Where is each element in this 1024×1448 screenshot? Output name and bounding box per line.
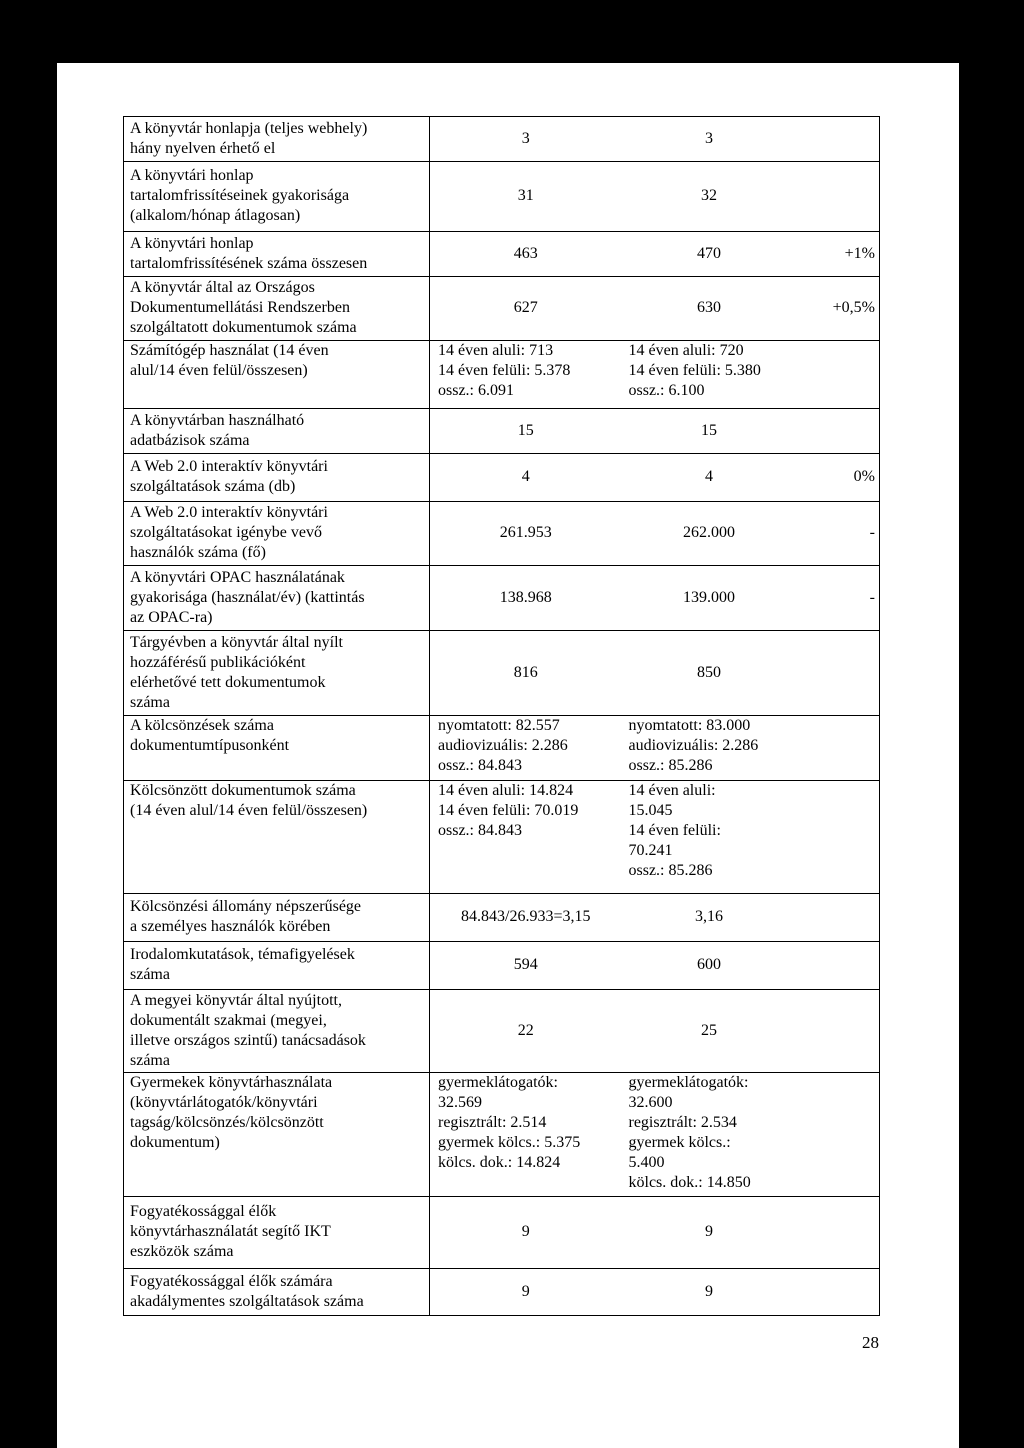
value-change <box>797 631 880 716</box>
table-row <box>124 502 880 566</box>
row-label <box>124 631 430 716</box>
row-label-text: Kölcsönzési állomány népszerűsége a személyes használók körében <box>130 898 362 935</box>
table-row <box>124 454 880 502</box>
value-current-year <box>621 942 797 990</box>
value-prior-year <box>430 1073 621 1197</box>
value-current-year <box>621 502 797 566</box>
value-current-year <box>621 277 797 341</box>
value-current-year <box>621 781 797 894</box>
value-change <box>797 502 880 566</box>
row-label-text: A könyvtárban használható adatbázisok száma <box>130 411 305 449</box>
value-prior-year-text: 261.953 <box>499 524 552 541</box>
table-row <box>124 942 880 990</box>
row-label-text: A könyvtári honlap tartalomfrissítésének száma összesen <box>130 234 368 272</box>
value-change <box>797 716 880 781</box>
value-change <box>797 1197 880 1269</box>
row-label <box>124 502 430 566</box>
value-prior-year <box>430 502 621 566</box>
value-prior-year <box>430 631 621 716</box>
value-prior-year-text: nyomtatott: 82.557 audiovizuális: 2.286 ossz.: 84.843 <box>438 717 568 774</box>
value-current-year-text: 470 <box>697 244 721 262</box>
value-current-year-text: 32 <box>701 187 717 204</box>
value-current-year <box>621 232 797 277</box>
value-prior-year-text: 15 <box>517 421 534 439</box>
row-label <box>124 1073 430 1197</box>
value-change <box>797 454 880 502</box>
table-row <box>124 1073 880 1197</box>
row-label <box>124 409 430 454</box>
value-prior-year <box>430 1197 621 1269</box>
statistics-table-body <box>124 117 880 1316</box>
table-row <box>124 162 880 232</box>
row-label-text: A könyvtár által az Országos Dokumentumellátási Rendszerben szolgáltatott dokumentumok száma <box>130 279 357 336</box>
value-prior-year <box>430 781 621 894</box>
value-prior-year <box>430 566 621 631</box>
value-current-year <box>621 631 797 716</box>
value-change <box>797 277 880 341</box>
value-change-text: 0% <box>853 468 875 485</box>
table-row <box>124 341 880 409</box>
value-prior-year <box>430 454 621 502</box>
value-current-year-text: 600 <box>697 956 721 973</box>
value-prior-year <box>430 942 621 990</box>
value-prior-year-text: 627 <box>513 299 538 316</box>
value-prior-year <box>430 716 621 781</box>
value-change <box>797 781 880 894</box>
value-current-year <box>621 454 797 502</box>
row-label-text: A könyvtári OPAC használatának gyakorisága (használat/év) (kattintás az OPAC-ra) <box>130 568 365 626</box>
table-row <box>124 631 880 716</box>
value-change-text: - <box>869 524 875 541</box>
value-change <box>797 990 880 1073</box>
value-current-year <box>621 716 797 781</box>
value-prior-year-text: 31 <box>517 187 534 204</box>
value-prior-year-text: 14 éven aluli: 713 14 éven felüli: 5.378 ossz.: 6.091 <box>438 342 571 399</box>
row-label-text: Fogyatékossággal élők számára akadálymentes szolgáltatások száma <box>130 1272 364 1310</box>
row-label <box>124 716 430 781</box>
row-label <box>124 1269 430 1316</box>
row-label <box>124 894 430 942</box>
value-prior-year <box>430 277 621 341</box>
value-current-year-text: nyomtatott: 83.000 audiovizuális: 2.286 ossz.: 85.286 <box>628 717 759 774</box>
row-label <box>124 454 430 502</box>
value-prior-year <box>430 1269 621 1316</box>
value-prior-year <box>430 341 621 409</box>
table-row <box>124 990 880 1073</box>
statistics-table <box>123 116 880 1316</box>
value-current-year-text: 14 éven aluli: 15.045 14 éven felüli: 70.241 ossz.: 85.286 <box>628 782 721 879</box>
page-number: 28 <box>862 1333 879 1352</box>
value-prior-year-text: 14 éven aluli: 14.824 14 éven felüli: 70.019 ossz.: 84.843 <box>438 782 579 839</box>
value-prior-year-text: 4 <box>521 468 530 485</box>
table-row <box>124 117 880 162</box>
value-prior-year-text: 594 <box>513 956 538 973</box>
table-row <box>124 232 880 277</box>
value-prior-year <box>430 894 621 942</box>
row-label <box>124 341 430 409</box>
row-label <box>124 117 430 162</box>
value-change-text: +0,5% <box>832 299 875 316</box>
table-row <box>124 277 880 341</box>
table-row <box>124 894 880 942</box>
value-current-year-text: 9 <box>705 1282 713 1300</box>
table-row <box>124 1197 880 1269</box>
value-current-year-text: 850 <box>697 663 721 681</box>
table-row <box>124 781 880 894</box>
value-current-year-text: 4 <box>705 468 713 485</box>
value-prior-year-text: 84.843/26.933=3,15 <box>461 908 591 925</box>
value-prior-year-text: 3 <box>521 129 530 147</box>
value-current-year <box>621 1073 797 1197</box>
table-row <box>124 716 880 781</box>
value-prior-year-text: 463 <box>513 244 538 262</box>
row-label <box>124 232 430 277</box>
value-prior-year-text: 138.968 <box>499 588 552 606</box>
value-change <box>797 117 880 162</box>
value-current-year-text: 3 <box>705 129 713 147</box>
value-prior-year <box>430 162 621 232</box>
row-label <box>124 1197 430 1269</box>
table-row <box>124 409 880 454</box>
value-prior-year-text: 816 <box>513 663 538 681</box>
table-row <box>124 1269 880 1316</box>
value-current-year <box>621 894 797 942</box>
row-label <box>124 942 430 990</box>
row-label-text: A könyvtári honlap tartalomfrissítéseinek gyakorisága (alkalom/hónap átlagosan) <box>130 167 350 224</box>
row-label-text: A Web 2.0 interaktív könyvtári szolgáltatásokat igénybe vevő használók száma (fő) <box>130 504 328 561</box>
value-change <box>797 894 880 942</box>
value-change <box>797 566 880 631</box>
value-current-year <box>621 117 797 162</box>
value-current-year-text: 262.000 <box>683 524 735 541</box>
value-change <box>797 341 880 409</box>
value-current-year <box>621 341 797 409</box>
value-change <box>797 232 880 277</box>
value-prior-year-text: 9 <box>521 1282 530 1300</box>
value-change <box>797 942 880 990</box>
value-current-year-text: gyermeklátogatók: 32.600 regisztrált: 2.534 gyermek kölcs.: 5.400 kölcs. dok.: 14.850 <box>628 1074 751 1191</box>
value-current-year <box>621 990 797 1073</box>
value-prior-year-text: gyermeklátogatók: 32.569 regisztrált: 2.514 gyermek kölcs.: 5.375 kölcs. dok.: 14.824 <box>438 1074 581 1171</box>
value-prior-year <box>430 117 621 162</box>
value-current-year-text: 15 <box>701 421 717 439</box>
value-prior-year-text: 22 <box>517 1021 534 1039</box>
row-label-text: Tárgyévben a könyvtár által nyílt hozzáférésű publikációként elérhetővé tett dokumentumok száma <box>130 633 343 711</box>
row-label-text: A Web 2.0 interaktív könyvtári szolgáltatások száma (db) <box>130 458 328 495</box>
value-change-text: +1% <box>844 244 875 262</box>
value-current-year-text: 9 <box>705 1223 713 1240</box>
row-label-text: A könyvtár honlapja (teljes webhely) hány nyelven érhető el <box>130 119 368 157</box>
value-current-year <box>621 1197 797 1269</box>
row-label <box>124 781 430 894</box>
value-change <box>797 1073 880 1197</box>
value-change <box>797 1269 880 1316</box>
value-change-text: - <box>869 588 875 606</box>
row-label-text: Irodalomkutatások, témafigyelések száma <box>130 946 355 983</box>
value-change <box>797 162 880 232</box>
value-current-year-text: 630 <box>697 299 721 316</box>
value-current-year <box>621 162 797 232</box>
row-label-text: Fogyatékossággal élők könyvtárhasználatát segítő IKT eszközök száma <box>130 1203 331 1260</box>
value-current-year <box>621 566 797 631</box>
value-current-year-text: 25 <box>701 1021 717 1039</box>
row-label <box>124 277 430 341</box>
row-label <box>124 162 430 232</box>
value-change <box>797 409 880 454</box>
value-prior-year <box>430 990 621 1073</box>
value-current-year <box>621 409 797 454</box>
row-label-text: Kölcsönzött dokumentumok száma (14 éven alul/14 éven felül/összesen) <box>130 782 368 819</box>
row-label-text: Gyermekek könyvtárhasználata (könyvtárlátogatók/könyvtári tagság/kölcsönzés/kölcsönzött dokumentum) <box>130 1074 333 1151</box>
value-prior-year <box>430 409 621 454</box>
row-label <box>124 990 430 1073</box>
value-prior-year-text: 9 <box>521 1223 530 1240</box>
value-current-year <box>621 1269 797 1316</box>
value-prior-year <box>430 232 621 277</box>
value-current-year-text: 139.000 <box>683 588 735 606</box>
value-current-year-text: 14 éven aluli: 720 14 éven felüli: 5.380 ossz.: 6.100 <box>628 342 761 399</box>
value-current-year-text: 3,16 <box>695 908 723 925</box>
table-row <box>124 566 880 631</box>
row-label-text: Számítógép használat (14 éven alul/14 éven felül/összesen) <box>130 342 329 379</box>
row-label-text: A kölcsönzések száma dokumentumtípusonként <box>130 717 290 754</box>
row-label-text: A megyei könyvtár által nyújtott, dokumentált szakmai (megyei, illetve országos szintű) tanácsadások száma <box>130 991 366 1069</box>
row-label <box>124 566 430 631</box>
